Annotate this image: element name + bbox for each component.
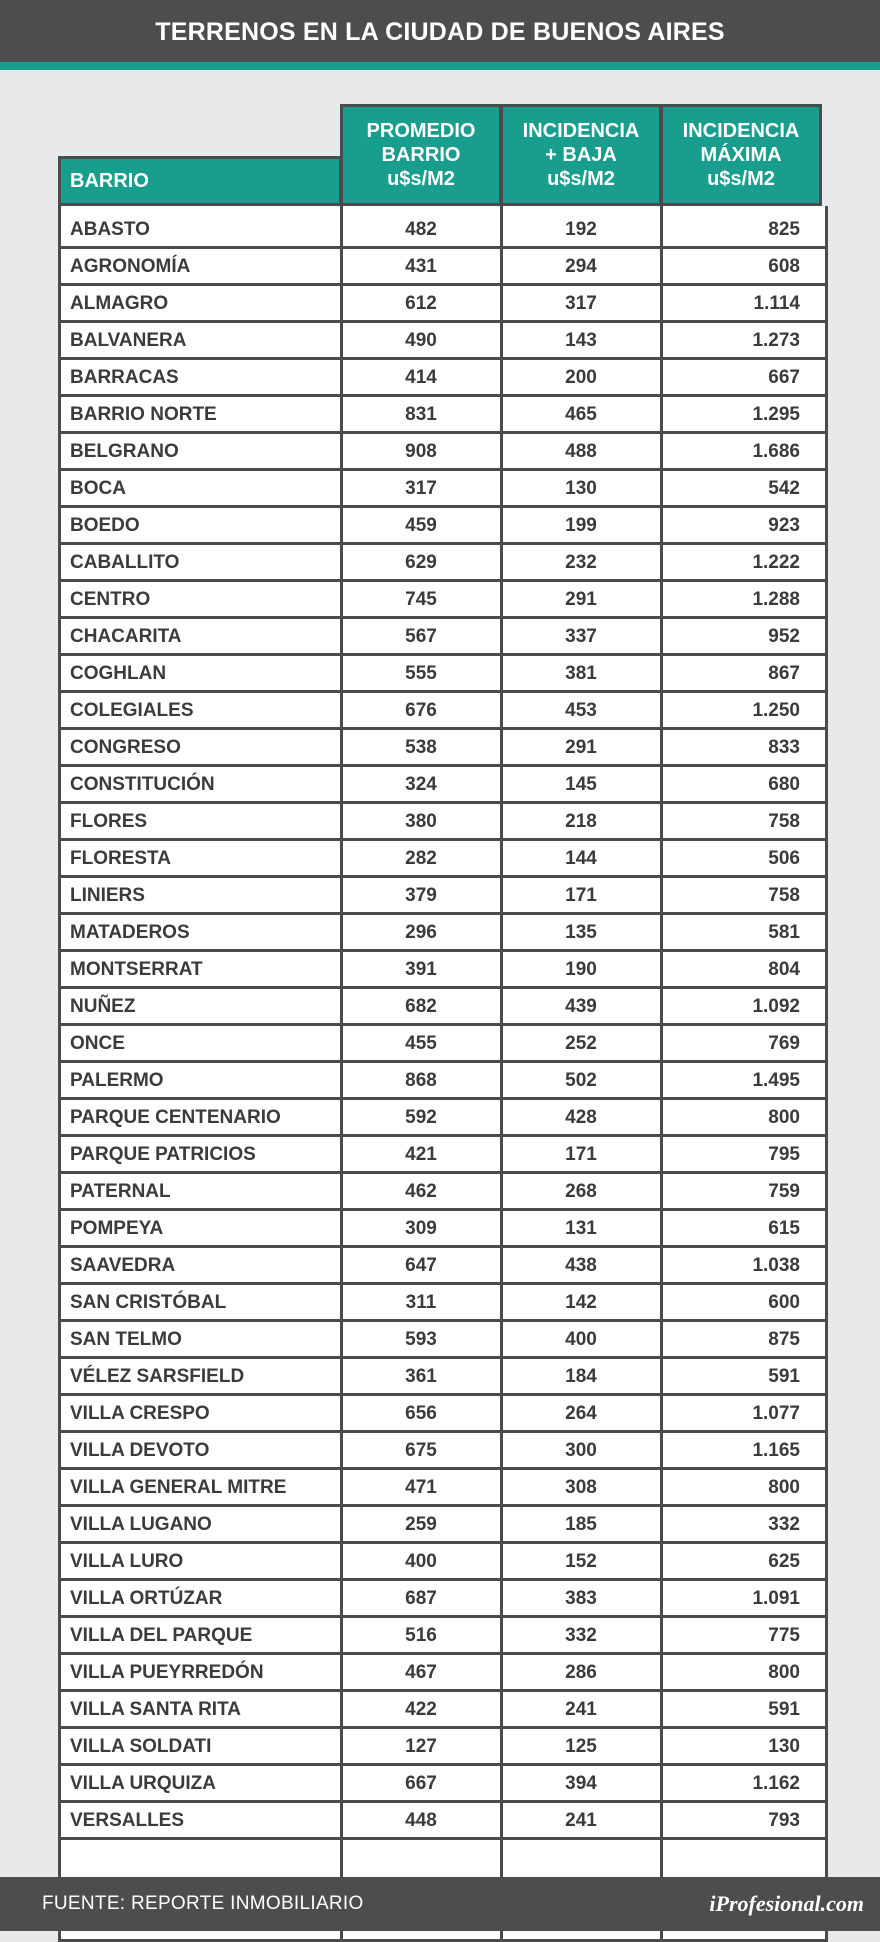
cell-barrio: COLEGIALES — [70, 700, 194, 721]
table-row — [58, 804, 828, 841]
cell-incidencia-maxima: 1.077 — [752, 1403, 800, 1424]
cell-incidencia-maxima: 769 — [768, 1033, 800, 1054]
title-bar — [0, 0, 880, 70]
table-row — [58, 1655, 828, 1692]
cell-promedio: 593 — [405, 1329, 437, 1350]
column-header-max-line-1: INCIDENCIA — [682, 120, 800, 142]
cell-barrio: BOEDO — [70, 515, 140, 536]
cell-incidencia-baja: 438 — [565, 1255, 597, 1276]
column-header-incidencia-baja — [500, 104, 662, 206]
table-row — [58, 730, 828, 767]
cell-barrio: PALERMO — [70, 1070, 164, 1091]
cell-barrio: BARRACAS — [70, 367, 179, 388]
table-row — [58, 1322, 828, 1359]
cell-incidencia-maxima: 775 — [768, 1625, 800, 1646]
cell-barrio: VILLA URQUIZA — [70, 1773, 217, 1794]
title-accent-stripe — [0, 62, 880, 70]
table-row — [58, 286, 828, 323]
column-header-barrio: BARRIO — [58, 156, 342, 206]
cell-barrio: VILLA SOLDATI — [70, 1736, 212, 1757]
cell-barrio: PARQUE CENTENARIO — [70, 1107, 281, 1128]
cell-promedio: 309 — [405, 1218, 437, 1239]
table-row — [58, 323, 828, 360]
table-row — [58, 212, 828, 249]
cell-promedio: 629 — [405, 552, 437, 573]
cell-barrio: ABASTO — [70, 219, 150, 240]
cell-incidencia-baja: 241 — [565, 1699, 597, 1720]
cell-barrio: PARQUE PATRICIOS — [70, 1144, 256, 1165]
cell-promedio: 567 — [405, 626, 437, 647]
cell-incidencia-baja: 131 — [565, 1218, 597, 1239]
cell-barrio: LINIERS — [70, 885, 145, 906]
cell-barrio: FLORES — [70, 811, 148, 832]
cell-barrio: BARRIO NORTE — [70, 404, 217, 425]
table-row — [58, 1100, 828, 1137]
cell-incidencia-baja: 152 — [565, 1551, 597, 1572]
table-row — [58, 1544, 828, 1581]
cell-barrio: VILLA DEL PARQUE — [70, 1625, 253, 1646]
cell-incidencia-maxima: 1.273 — [752, 330, 800, 351]
cell-barrio: VILLA SANTA RITA — [70, 1699, 241, 1720]
cell-promedio: 555 — [405, 663, 437, 684]
column-header-promedio-line-3: u$s/M2 — [387, 168, 455, 190]
cell-incidencia-maxima: 581 — [768, 922, 800, 943]
cell-incidencia-maxima: 758 — [768, 885, 800, 906]
cell-barrio: PATERNAL — [70, 1181, 171, 1202]
cell-promedio: 448 — [405, 1810, 437, 1831]
cell-incidencia-baja: 252 — [565, 1033, 597, 1054]
cell-barrio: VILLA DEVOTO — [70, 1440, 210, 1461]
cell-promedio: 687 — [405, 1588, 437, 1609]
cell-incidencia-baja: 199 — [565, 515, 597, 536]
cell-incidencia-baja: 308 — [565, 1477, 597, 1498]
table-row — [58, 397, 828, 434]
cell-promedio: 538 — [405, 737, 437, 758]
table-row — [58, 1803, 828, 1840]
cell-barrio: CENTRO — [70, 589, 151, 610]
cell-incidencia-maxima: 1.495 — [752, 1070, 800, 1091]
cell-promedio: 400 — [405, 1551, 437, 1572]
cell-promedio: 676 — [405, 700, 437, 721]
cell-promedio: 317 — [405, 478, 437, 499]
column-header-baja-line-2: + BAJA — [545, 144, 617, 166]
cell-promedio: 127 — [405, 1736, 437, 1757]
cell-incidencia-maxima: 1.686 — [752, 441, 800, 462]
table-row — [58, 952, 828, 989]
cell-incidencia-maxima: 1.092 — [752, 996, 800, 1017]
cell-barrio: ALMAGRO — [70, 293, 169, 314]
cell-incidencia-maxima: 800 — [768, 1477, 800, 1498]
table-row — [58, 1211, 828, 1248]
cell-incidencia-baja: 184 — [565, 1366, 597, 1387]
table-row — [58, 1285, 828, 1322]
cell-incidencia-baja: 286 — [565, 1662, 597, 1683]
cell-promedio: 462 — [405, 1181, 437, 1202]
cell-promedio: 296 — [405, 922, 437, 943]
cell-promedio: 592 — [405, 1107, 437, 1128]
cell-incidencia-baja: 200 — [565, 367, 597, 388]
cell-incidencia-baja: 241 — [565, 1810, 597, 1831]
cell-promedio: 667 — [405, 1773, 437, 1794]
table-row — [58, 249, 828, 286]
cell-incidencia-maxima: 833 — [768, 737, 800, 758]
cell-incidencia-baja: 502 — [565, 1070, 597, 1091]
table-row — [58, 360, 828, 397]
cell-promedio: 682 — [405, 996, 437, 1017]
table-row — [58, 1026, 828, 1063]
cell-incidencia-baja: 125 — [565, 1736, 597, 1757]
cell-incidencia-maxima: 793 — [768, 1810, 800, 1831]
cell-incidencia-maxima: 825 — [768, 219, 800, 240]
cell-incidencia-maxima: 804 — [768, 959, 800, 980]
cell-incidencia-baja: 300 — [565, 1440, 597, 1461]
cell-incidencia-baja: 185 — [565, 1514, 597, 1535]
cell-promedio: 414 — [405, 367, 437, 388]
cell-incidencia-baja: 381 — [565, 663, 597, 684]
column-header-promedio-line-2: BARRIO — [381, 144, 461, 166]
cell-incidencia-maxima: 667 — [768, 367, 800, 388]
cell-incidencia-baja: 145 — [565, 774, 597, 795]
cell-incidencia-maxima: 1.114 — [753, 293, 800, 314]
cell-promedio: 647 — [405, 1255, 437, 1276]
table-row — [58, 1137, 828, 1174]
cell-incidencia-maxima: 506 — [768, 848, 800, 869]
cell-incidencia-baja: 332 — [565, 1625, 597, 1646]
cell-incidencia-maxima: 800 — [768, 1662, 800, 1683]
cell-promedio: 391 — [405, 959, 437, 980]
table-row — [58, 545, 828, 582]
source-note: FUENTE: REPORTE INMOBILIARIO — [42, 1893, 364, 1914]
cell-incidencia-maxima: 1.295 — [752, 404, 800, 425]
cell-barrio: AGRONOMÍA — [70, 256, 191, 277]
cell-incidencia-baja: 337 — [565, 626, 597, 647]
cell-incidencia-baja: 135 — [565, 922, 597, 943]
data-table — [58, 104, 828, 1842]
table-row — [58, 1063, 828, 1100]
cell-incidencia-baja: 130 — [565, 478, 597, 499]
cell-promedio: 471 — [405, 1477, 437, 1498]
cell-incidencia-maxima: 1.162 — [752, 1773, 800, 1794]
table-row — [58, 841, 828, 878]
cell-barrio: VILLA LUGANO — [70, 1514, 212, 1535]
cell-incidencia-maxima: 608 — [768, 256, 800, 277]
cell-barrio: CONGRESO — [70, 737, 181, 758]
cell-promedio: 908 — [405, 441, 437, 462]
table-row — [58, 915, 828, 952]
cell-barrio: CONSTITUCIÓN — [70, 774, 215, 795]
cell-barrio: VERSALLES — [70, 1810, 185, 1831]
table-row — [58, 1618, 828, 1655]
cell-incidencia-baja: 294 — [565, 256, 597, 277]
table-row — [58, 1581, 828, 1618]
table-row — [58, 1174, 828, 1211]
cell-barrio: BELGRANO — [70, 441, 179, 462]
cell-incidencia-maxima: 625 — [768, 1551, 800, 1572]
row-divider — [58, 1837, 828, 1840]
column-header-promedio — [340, 104, 502, 206]
cell-incidencia-maxima: 600 — [768, 1292, 800, 1313]
cell-promedio: 612 — [405, 293, 437, 314]
column-header-max-line-3: u$s/M2 — [707, 168, 775, 190]
cell-promedio: 421 — [405, 1144, 437, 1165]
cell-barrio: SAN TELMO — [70, 1329, 182, 1350]
cell-barrio: CABALLITO — [70, 552, 180, 573]
cell-incidencia-maxima: 542 — [768, 478, 800, 499]
column-header-max-line-2: MÁXIMA — [700, 144, 782, 166]
cell-incidencia-maxima: 591 — [768, 1699, 800, 1720]
column-header-promedio-line-1: PROMEDIO — [366, 120, 476, 142]
cell-promedio: 431 — [405, 256, 437, 277]
column-header-baja-line-1: INCIDENCIA — [522, 120, 640, 142]
table-row — [58, 1359, 828, 1396]
cell-incidencia-baja: 439 — [565, 996, 597, 1017]
table-row — [58, 656, 828, 693]
cell-promedio: 459 — [405, 515, 437, 536]
cell-incidencia-maxima: 1.038 — [752, 1255, 800, 1276]
table-row — [58, 1470, 828, 1507]
cell-promedio: 675 — [405, 1440, 437, 1461]
cell-incidencia-baja: 488 — [565, 441, 597, 462]
table-row — [58, 1396, 828, 1433]
cell-incidencia-maxima: 680 — [768, 774, 800, 795]
table-row — [58, 508, 828, 545]
cell-promedio: 868 — [405, 1070, 437, 1091]
cell-promedio: 379 — [405, 885, 437, 906]
cell-barrio: MATADEROS — [70, 922, 190, 943]
column-header-baja-line-3: u$s/M2 — [547, 168, 615, 190]
cell-incidencia-maxima: 615 — [768, 1218, 800, 1239]
cell-incidencia-baja: 142 — [565, 1292, 597, 1313]
table-row — [58, 878, 828, 915]
cell-incidencia-baja: 400 — [565, 1329, 597, 1350]
cell-incidencia-maxima: 591 — [768, 1366, 800, 1387]
table-row — [58, 619, 828, 656]
cell-barrio: VILLA LURO — [70, 1551, 184, 1572]
cell-barrio: CHACARITA — [70, 626, 182, 647]
cell-incidencia-baja: 291 — [565, 737, 597, 758]
table-row — [58, 1507, 828, 1544]
cell-incidencia-baja: 394 — [565, 1773, 597, 1794]
cell-incidencia-baja: 465 — [565, 404, 597, 425]
cell-promedio: 361 — [405, 1366, 437, 1387]
cell-incidencia-baja: 144 — [565, 848, 597, 869]
table-row — [58, 693, 828, 730]
brand-logo: iProfesional.com — [709, 1891, 864, 1916]
cell-incidencia-maxima: 875 — [768, 1329, 800, 1350]
cell-incidencia-baja: 264 — [565, 1403, 597, 1424]
cell-barrio: VÉLEZ SARSFIELD — [70, 1366, 245, 1387]
table-row — [58, 471, 828, 508]
table-row — [58, 1248, 828, 1285]
cell-incidencia-maxima: 759 — [768, 1181, 800, 1202]
cell-incidencia-maxima: 332 — [768, 1514, 800, 1535]
cell-barrio: SAAVEDRA — [70, 1255, 176, 1276]
page-title: TERRENOS EN LA CIUDAD DE BUENOS AIRES — [155, 18, 725, 46]
cell-promedio: 490 — [405, 330, 437, 351]
cell-barrio: VILLA GENERAL MITRE — [70, 1477, 287, 1498]
cell-promedio: 467 — [405, 1662, 437, 1683]
cell-barrio: BALVANERA — [70, 330, 187, 351]
cell-barrio: SAN CRISTÓBAL — [70, 1292, 227, 1313]
cell-incidencia-maxima: 867 — [768, 663, 800, 684]
table-row — [58, 434, 828, 471]
cell-incidencia-baja: 232 — [565, 552, 597, 573]
table-row — [58, 989, 828, 1026]
cell-incidencia-baja: 143 — [565, 330, 597, 351]
cell-promedio: 745 — [405, 589, 437, 610]
table-row — [58, 767, 828, 804]
cell-incidencia-maxima: 758 — [768, 811, 800, 832]
cell-promedio: 656 — [405, 1403, 437, 1424]
cell-incidencia-baja: 268 — [565, 1181, 597, 1202]
cell-barrio: BOCA — [70, 478, 126, 499]
column-header-incidencia-maxima — [660, 104, 822, 206]
cell-promedio: 482 — [405, 219, 437, 240]
cell-incidencia-baja: 192 — [565, 219, 597, 240]
cell-incidencia-maxima: 1.165 — [752, 1440, 800, 1461]
cell-barrio: ONCE — [70, 1033, 125, 1054]
cell-barrio: POMPEYA — [70, 1218, 164, 1239]
cell-incidencia-maxima: 800 — [768, 1107, 800, 1128]
table-row — [58, 1766, 828, 1803]
cell-incidencia-maxima: 1.091 — [752, 1588, 800, 1609]
cell-barrio: VILLA PUEYRREDÓN — [70, 1662, 264, 1683]
cell-barrio: VILLA CRESPO — [70, 1403, 210, 1424]
cell-promedio: 516 — [405, 1625, 437, 1646]
cell-barrio: NUÑEZ — [70, 996, 136, 1017]
cell-incidencia-maxima: 795 — [768, 1144, 800, 1165]
cell-incidencia-maxima: 1.222 — [752, 552, 800, 573]
cell-promedio: 324 — [405, 774, 437, 795]
cell-barrio: MONTSERRAT — [70, 959, 203, 980]
cell-promedio: 259 — [405, 1514, 437, 1535]
cell-incidencia-baja: 218 — [565, 811, 597, 832]
cell-incidencia-baja: 428 — [565, 1107, 597, 1128]
cell-promedio: 455 — [405, 1033, 437, 1054]
cell-incidencia-maxima: 1.250 — [752, 700, 800, 721]
cell-incidencia-baja: 171 — [565, 1144, 597, 1165]
footer-bar — [0, 1877, 880, 1931]
table-row — [58, 1692, 828, 1729]
cell-incidencia-baja: 317 — [565, 293, 597, 314]
cell-promedio: 282 — [405, 848, 437, 869]
table-row — [58, 1729, 828, 1766]
cell-barrio: FLORESTA — [70, 848, 171, 869]
cell-incidencia-baja: 453 — [565, 700, 597, 721]
cell-incidencia-maxima: 923 — [768, 515, 800, 536]
cell-barrio: VILLA ORTÚZAR — [70, 1588, 223, 1609]
cell-promedio: 380 — [405, 811, 437, 832]
cell-incidencia-baja: 190 — [565, 959, 597, 980]
table-row — [58, 1433, 828, 1470]
cell-incidencia-maxima: 1.288 — [752, 589, 800, 610]
cell-promedio: 311 — [405, 1292, 437, 1313]
cell-incidencia-baja: 291 — [565, 589, 597, 610]
cell-barrio: COGHLAN — [70, 663, 167, 684]
table-row — [58, 582, 828, 619]
cell-promedio: 831 — [405, 404, 437, 425]
cell-incidencia-baja: 383 — [565, 1588, 597, 1609]
cell-incidencia-maxima: 952 — [768, 626, 800, 647]
cell-incidencia-maxima: 130 — [768, 1736, 800, 1757]
cell-incidencia-baja: 171 — [565, 885, 597, 906]
cell-promedio: 422 — [405, 1699, 437, 1720]
